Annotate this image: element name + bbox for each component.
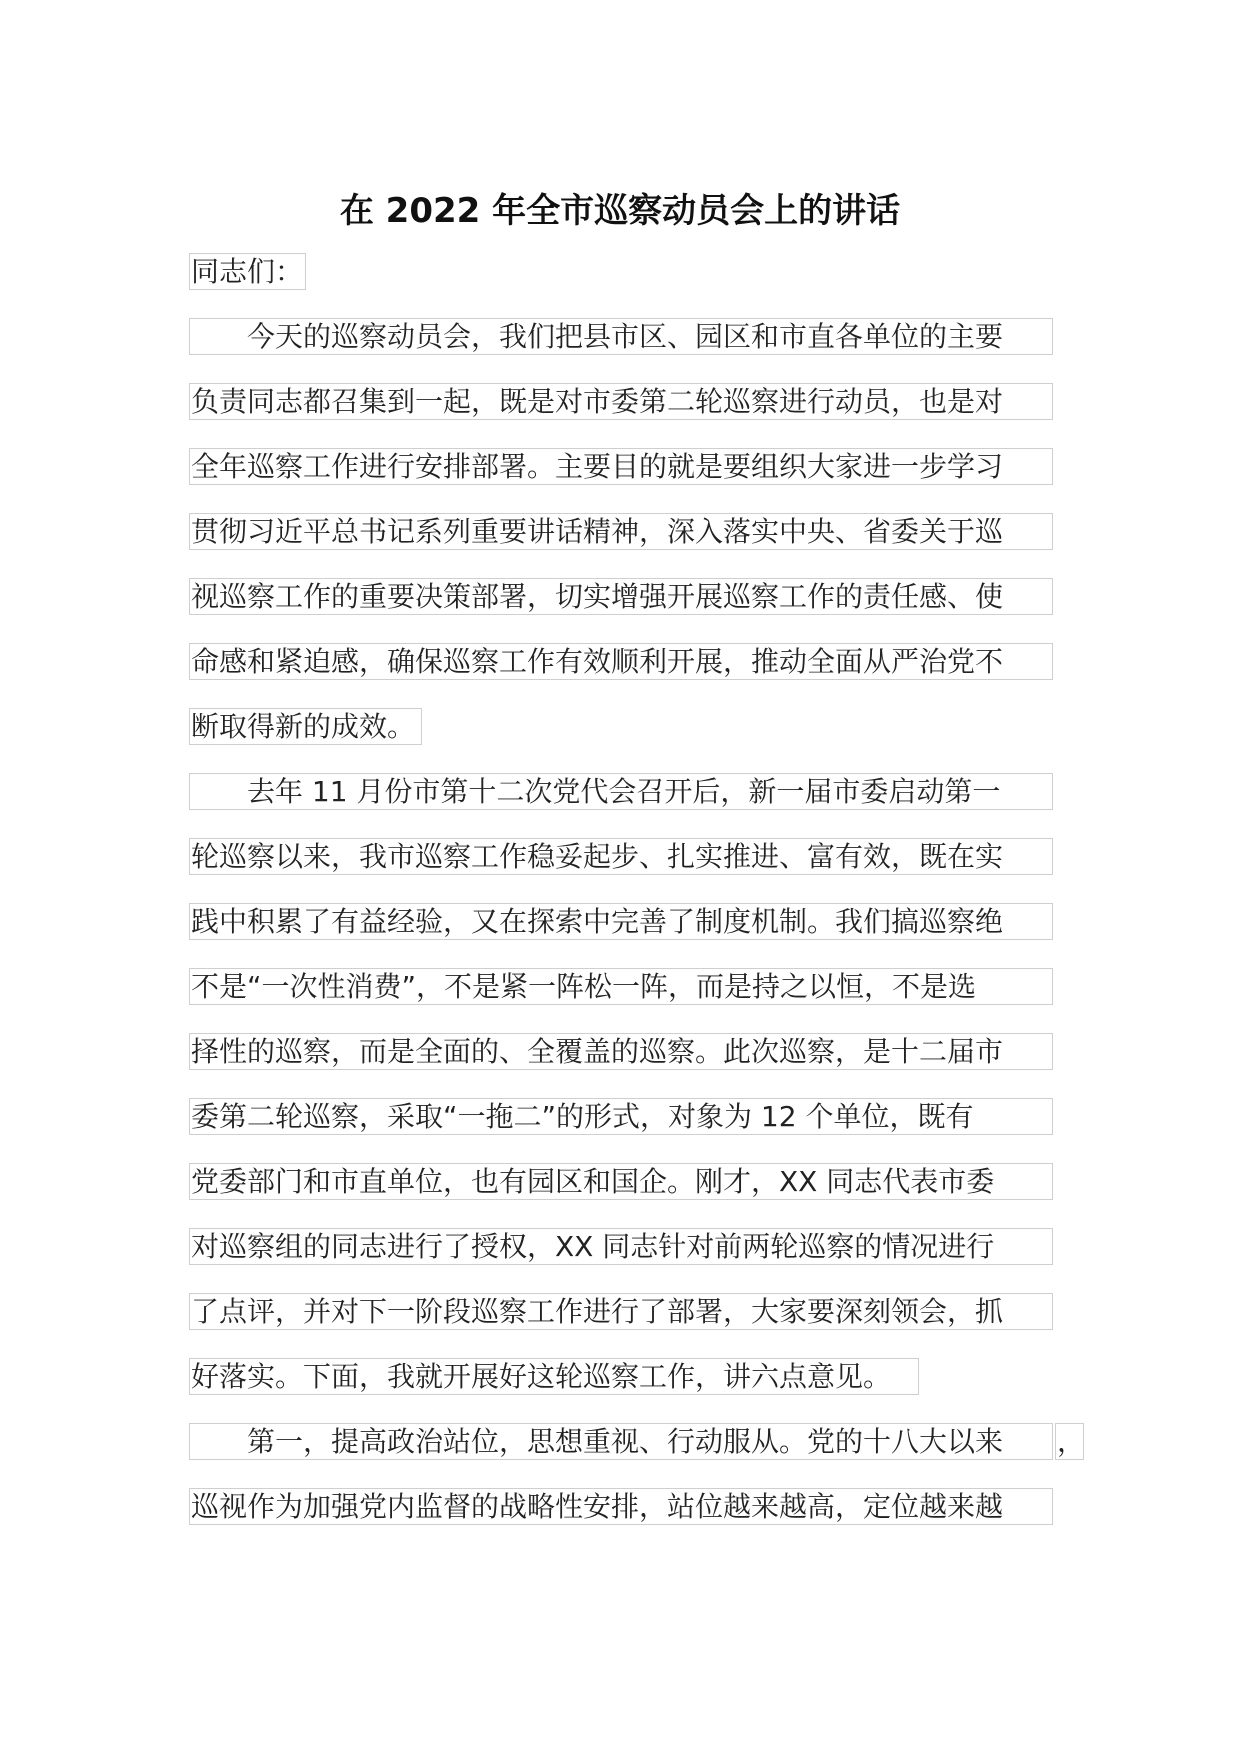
- paragraph-line: 去年 11 月份市第十二次党代会召开后，新一届市委启动第一: [189, 773, 1053, 810]
- paragraph-line: 择性的巡察，而是全面的、全覆盖的巡察。此次巡察，是十二届市: [189, 1033, 1053, 1070]
- paragraph-line: 党委部门和市直单位，也有园区和国企。刚才，XX 同志代表市委: [189, 1163, 1053, 1200]
- paragraph-line: 第一，提高政治站位，思想重视、行动服从。党的十八大以来: [189, 1423, 1053, 1460]
- paragraph-line: 今天的巡察动员会，我们把县市区、园区和市直各单位的主要: [189, 318, 1053, 355]
- paragraph-line: 了点评，并对下一阶段巡察工作进行了部署，大家要深刻领会，抓: [189, 1293, 1053, 1330]
- paragraph-line: 贯彻习近平总书记系列重要讲话精神，深入落实中央、省委关于巡: [189, 513, 1053, 550]
- paragraph-line: 轮巡察以来，我市巡察工作稳妥起步、扎实推进、富有效，既在实: [189, 838, 1053, 875]
- paragraph-line: 委第二轮巡察，采取“一拖二”的形式，对象为 12 个单位，既有: [189, 1098, 1053, 1135]
- document-title: 在 2022 年全市巡察动员会上的讲话: [339, 191, 901, 231]
- paragraph-line: 对巡察组的同志进行了授权，XX 同志针对前两轮巡察的情况进行: [189, 1228, 1053, 1265]
- paragraph-line: 视巡察工作的重要决策部署，切实增强开展巡察工作的责任感、使: [189, 578, 1053, 615]
- paragraph-line: 断取得新的成效。: [189, 708, 422, 745]
- paragraph-line: 负责同志都召集到一起，既是对市委第二轮巡察进行动员，也是对: [189, 383, 1053, 420]
- paragraph-line: 命感和紧迫感，确保巡察工作有效顺利开展，推动全面从严治党不: [189, 643, 1053, 680]
- paragraph-line: 不是“一次性消费”，不是紧一阵松一阵，而是持之以恒，不是选: [189, 968, 1053, 1005]
- paragraph-line: 好落实。下面，我就开展好这轮巡察工作，讲六点意见。: [189, 1358, 919, 1395]
- paragraph-line: 践中积累了有益经验，又在探索中完善了制度机制。我们搞巡察绝: [189, 903, 1053, 940]
- paragraph-line: 巡视作为加强党内监督的战略性安排，站位越来越高，定位越来越: [189, 1488, 1053, 1525]
- salutation: 同志们：: [189, 253, 306, 290]
- paragraph-line-overflow-comma: ，: [1057, 1425, 1086, 1458]
- paragraph-line: 全年巡察工作进行安排部署。主要目的就是要组织大家进一步学习: [189, 448, 1053, 485]
